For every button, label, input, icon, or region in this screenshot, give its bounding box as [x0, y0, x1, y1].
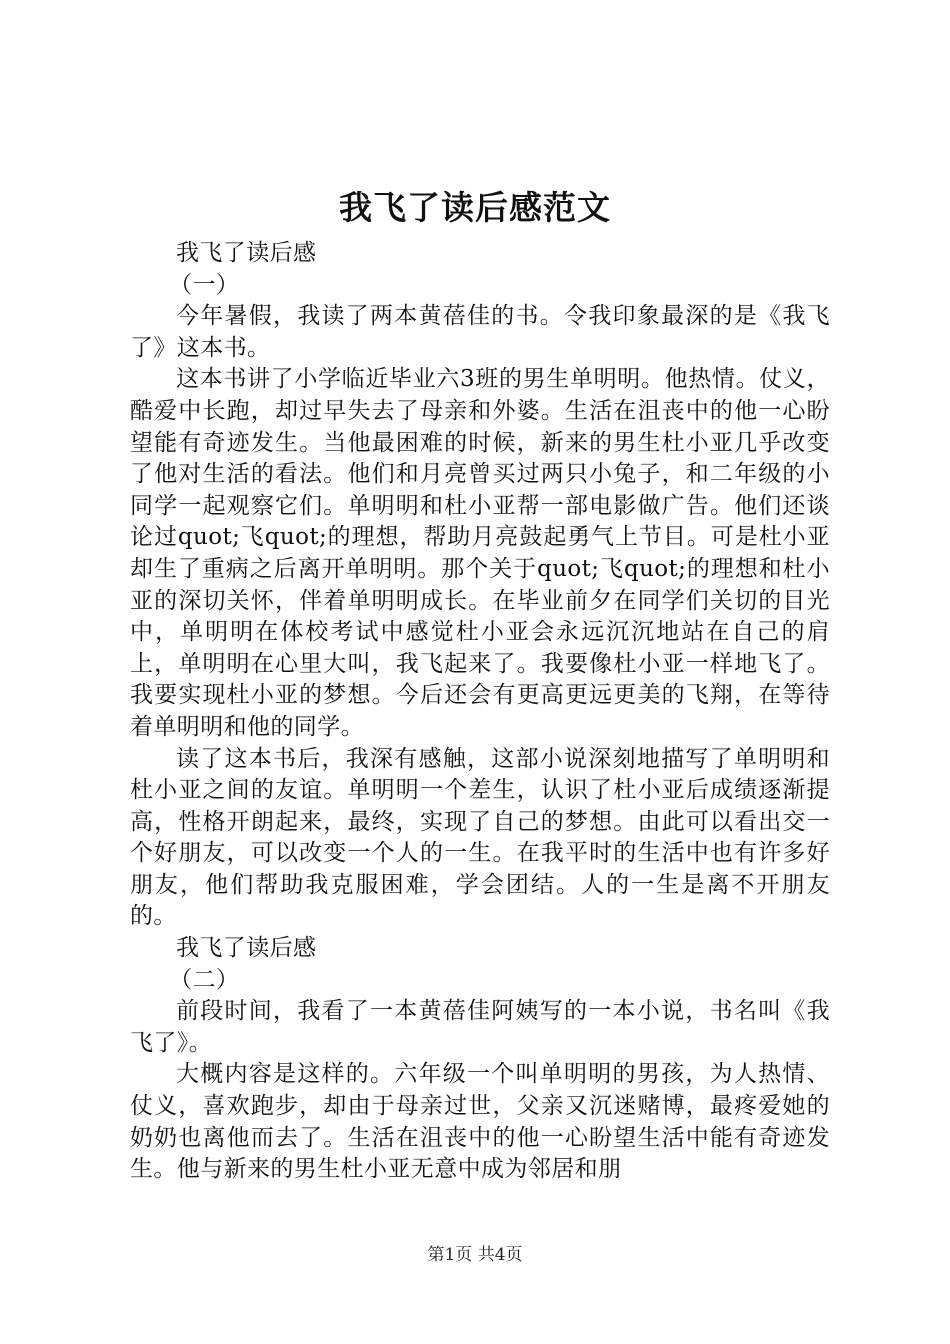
- section-number: （二）: [169, 966, 240, 993]
- document-body: [130, 238, 830, 1186]
- page-footer: 第1页 共4页: [427, 1245, 523, 1265]
- section-heading: 我飞了读后感: [176, 240, 317, 266]
- section-number: （一）: [169, 271, 240, 298]
- section-heading: 我飞了读后感: [176, 935, 317, 962]
- body-paragraph: 这本书讲了小学临近毕业六3班的男生单明明。他热情。仗义，酷爱中长跑，却过早失去了母亲和外婆。生活在沮丧中的他一心盼望能有奇迹发生。当他最困难的时候，新来的男生杜小亚几乎改变了他对生活的看法。他们和月亮曾买过两只小兔子，和二年级的小同学一起观察它们。单明明和杜小亚帮一部电影做广告。他们还谈论过quot;飞quot;的理想，帮助月亮鼓起勇气上节目。可是杜小亚却生了重病之后离开单明明。那个关于quot;飞quot;的理想和杜小亚的深切关怀，伴着单明明成长。在毕业前夕在同学们关切的目光中，单明明在体校考试中感觉杜小亚会永远沉沉地站在自己的肩上，单明明在心里大叫，我飞起来了。我要像杜小亚一样地飞了。我要实现杜小亚的梦想。今后还会有更高更远更美的飞翔，在等待着单明明和他的同学。: [130, 366, 830, 740]
- body-paragraph: 今年暑假，我读了两本黄蓓佳的书。令我印象最深的是《我飞了》这本书。: [130, 303, 830, 361]
- document-title: 我飞了读后感范文: [339, 188, 611, 227]
- body-paragraph: 大概内容是这样的。六年级一个叫单明明的男孩，为人热情、仗义，喜欢跑步，却由于母亲过世，父亲又沉迷赌博，最疼爱她的奶奶也离他而去了。生活在沮丧中的他一心盼望生活中能有奇迹发生。他与新来的男生杜小亚无意中成为邻居和朋: [130, 1061, 830, 1183]
- body-paragraph: 前段时间，我看了一本黄蓓佳阿姨写的一本小说，书名叫《我飞了》。: [130, 998, 830, 1056]
- body-paragraph: 读了这本书后，我深有感触，这部小说深刻地描写了单明明和杜小亚之间的友谊。单明明一个差生，认识了杜小亚后成绩逐渐提高，性格开朗起来，最终，实现了自己的梦想。由此可以看出交一个好朋友，可以改变一个人的一生。在我平时的生活中也有许多好朋友，他们帮助我克服困难，学会团结。人的一生是离不开朋友的。: [130, 745, 830, 930]
